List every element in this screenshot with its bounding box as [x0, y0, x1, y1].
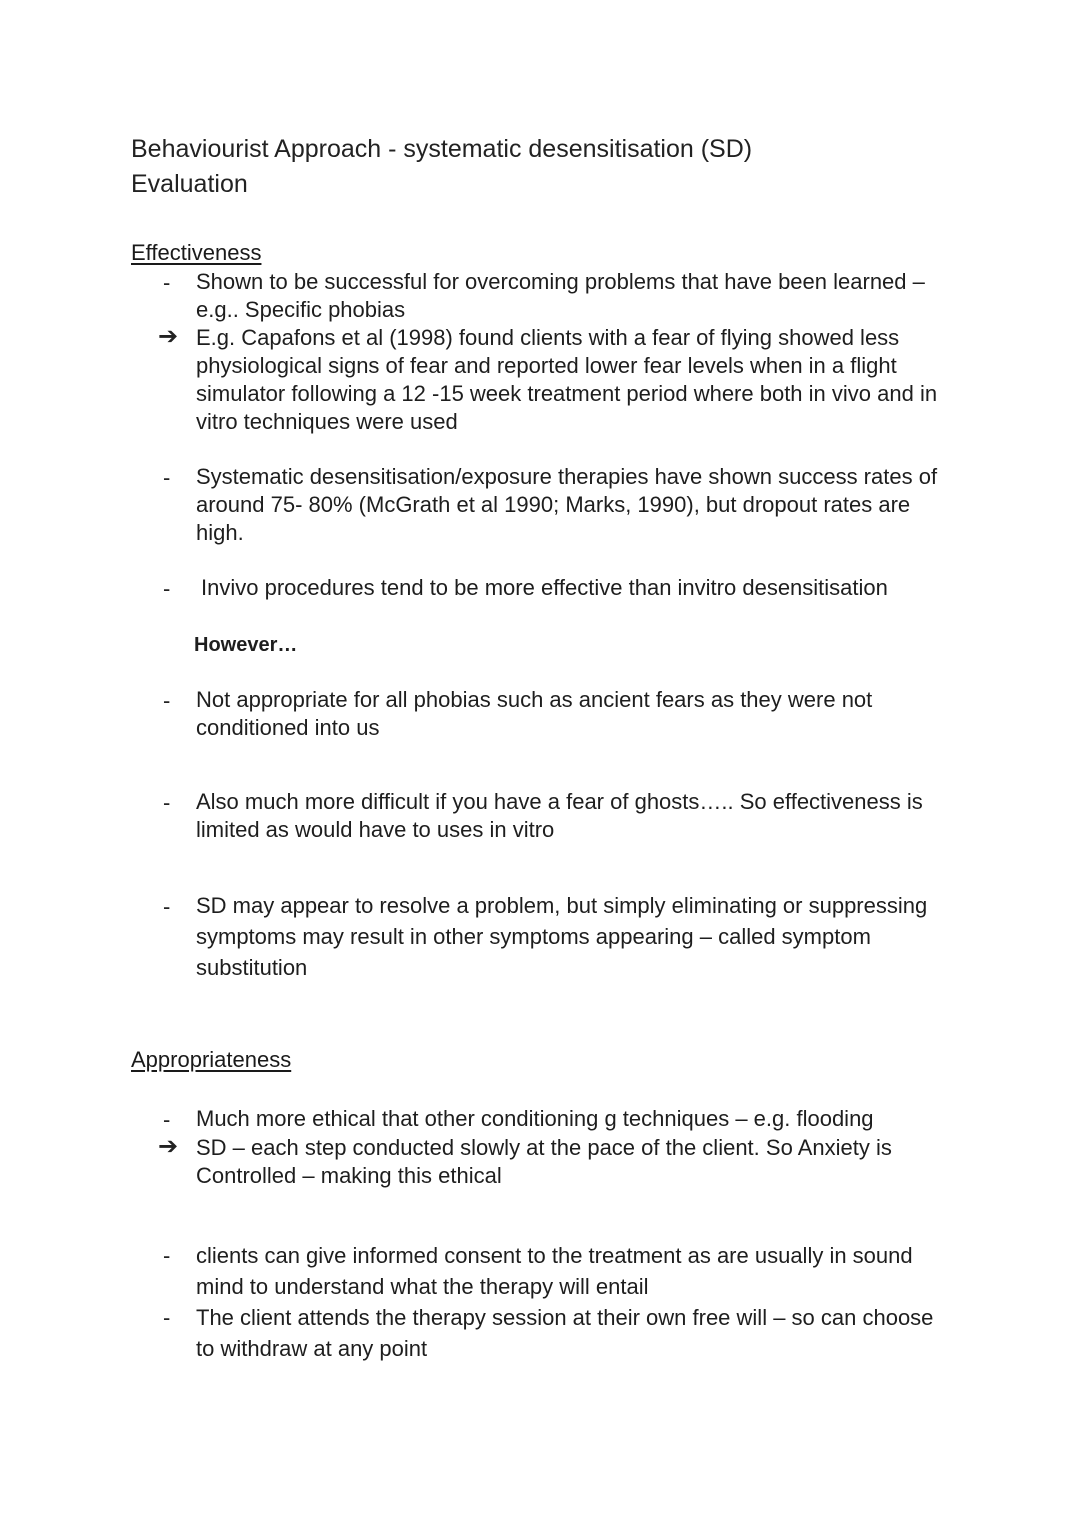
- effectiveness-item-capafons: E.g. Capafons et al (1998) found clients with a fear of flying showed less physiological signs of fear and reported lower fear levels when in a flight simulator following a 12 -15 week treatment period where both in vivo and in vitro techniques were used: [196, 325, 938, 434]
- effectiveness-item-learned-problems: Shown to be successful for overcoming problems that have been learned – e.g.. Specific phobias: [196, 269, 925, 322]
- bullet-dash: -: [163, 894, 171, 919]
- appropriateness-item-free-will: The client attends the therapy session at their own free will – so can choose to withdraw at any point: [196, 1305, 934, 1361]
- effectiveness-item-invivo: Invivo procedures tend to be more effective than invitro desensitisation: [201, 575, 888, 600]
- bullet-dash: -: [163, 790, 171, 815]
- appropriateness-heading: Appropriateness: [131, 1047, 292, 1072]
- bullet-dash: -: [163, 688, 171, 713]
- bullet-dash: -: [163, 465, 171, 490]
- effectiveness-item-symptom-substitution: SD may appear to resolve a problem, but simply eliminating or suppressing symptoms may result in other symptoms appearing – called symptom substitution: [196, 893, 928, 980]
- effectiveness-item-ancient-fears: Not appropriate for all phobias such as ancient fears as they were not conditioned into us: [196, 687, 873, 740]
- page-subtitle: Evaluation: [131, 170, 248, 198]
- arrow-icon: ➔: [158, 323, 179, 350]
- however-label: However…: [194, 634, 298, 656]
- bullet-dash: -: [163, 270, 171, 295]
- bullet-dash: -: [163, 1243, 171, 1268]
- effectiveness-heading: Effectiveness: [131, 240, 262, 265]
- effectiveness-item-ghosts: Also much more difficult if you have a fear of ghosts….. So effectiveness is limited as would have to uses in vitro: [196, 789, 923, 842]
- page-title: Behaviourist Approach - systematic desensitisation (SD): [131, 135, 753, 163]
- bullet-dash: -: [163, 1107, 171, 1132]
- appropriateness-item-ethical: Much more ethical that other conditioning g techniques – e.g. flooding: [196, 1106, 874, 1131]
- effectiveness-item-success-rates: Systematic desensitisation/exposure therapies have shown success rates of around 75- 80% (McGrath et al 1990; Marks, 1990), but dropout rates are high.: [196, 464, 938, 545]
- bullet-dash: -: [163, 1305, 171, 1330]
- appropriateness-item-consent: clients can give informed consent to the treatment as are usually in sound mind to understand what the therapy will entail: [196, 1243, 913, 1299]
- arrow-icon: ➔: [158, 1133, 179, 1160]
- appropriateness-item-pace: SD – each step conducted slowly at the pace of the client. So Anxiety is Controlled – making this ethical: [196, 1135, 892, 1188]
- bullet-dash: -: [163, 576, 171, 601]
